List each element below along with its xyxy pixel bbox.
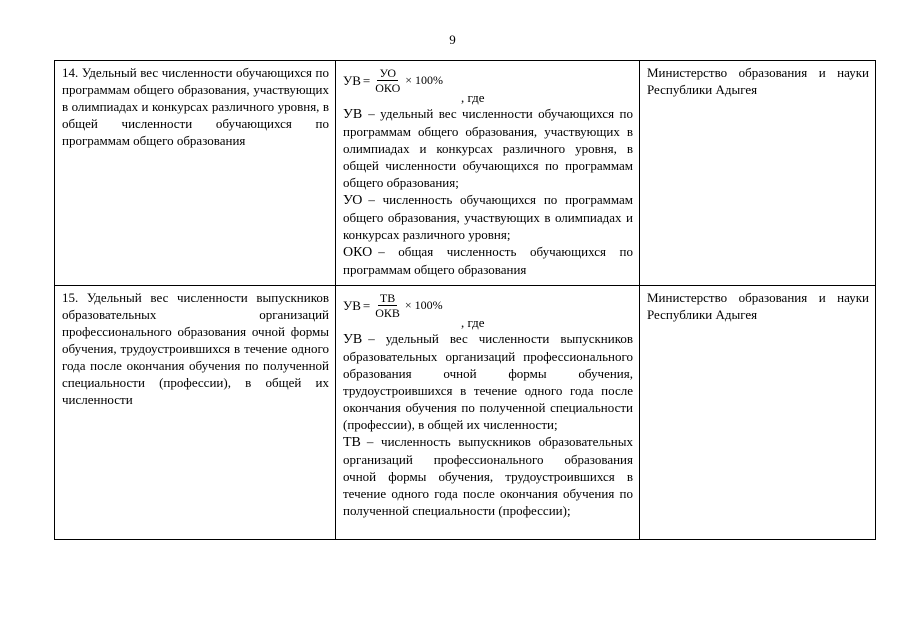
- indicator-cell: 14. Удельный вес численности обучающихся по программам общего образования, участвующих в олимпиадах и конкурсах различного уровня, в общей численности обучающихся по программам общего образования: [55, 61, 336, 286]
- definition-text: – численность обучающихся по программам общего образования, участвующих в олимпиадах и конкурсах различного уровня;: [343, 192, 633, 242]
- definition: [343, 433, 633, 519]
- page-number: 9: [449, 32, 456, 47]
- table-row: [55, 61, 876, 286]
- formula-lhs: УВ: [343, 72, 361, 88]
- responsible-cell: Министерство образования и науки Республики Адыгея: [640, 286, 876, 540]
- formula-denominator: ОКО: [375, 80, 401, 95]
- formula-equals: =: [362, 72, 371, 88]
- definition: [343, 105, 633, 191]
- formula-multiplier: × 100%: [404, 297, 443, 312]
- definition-text: – общая численность обучающихся по программам общего образования: [343, 244, 633, 277]
- definition-text: – численность выпускников образовательных организаций профессионального образования очной формы обучения, трудоустроившихся в течение одного года после окончания обучения по полученной специальности (профессии);: [343, 434, 633, 518]
- responsible-cell: Министерство образования и науки Республики Адыгея: [640, 61, 876, 286]
- formula-cell: [336, 61, 640, 286]
- formula-lhs: УВ: [343, 297, 361, 313]
- formula-fraction: [373, 67, 402, 94]
- formula-fraction: [373, 292, 402, 319]
- definition-text: – удельный вес численности обучающихся по программам общего образования, участвующих в олимпиадах и конкурсах различного уровня, в общей численности обучающихся по программам общего образования;: [343, 106, 633, 190]
- formula-suffix: , где: [461, 90, 485, 105]
- definition: [343, 243, 633, 278]
- definition: [343, 330, 633, 433]
- definition-symbol: УО: [343, 193, 363, 208]
- definition-symbol: УВ: [343, 332, 363, 347]
- definition-text: – удельный вес численности выпускников образовательных организаций профессионального образования очной формы обучения, трудоустроившихся в течение одного года после окончания обучения по полученной специальности (профессии), в общей их численности;: [343, 331, 633, 432]
- formula-multiplier: × 100%: [405, 72, 444, 87]
- table-row: [55, 286, 876, 540]
- definition-symbol: УВ: [343, 107, 363, 122]
- definition-symbol: ТВ: [343, 435, 361, 450]
- indicator-cell: 15. Удельный вес численности выпускников образовательных организаций профессионального образования очной формы обучения, трудоустроившихся в течение одного года после окончания обучения по полученной специальности (профессии), в общей их численности: [55, 286, 336, 540]
- formula-numerator: ТВ: [379, 290, 396, 305]
- definition-symbol: ОКО: [343, 245, 373, 260]
- formula-equals: =: [362, 297, 371, 313]
- formula-numerator: УО: [379, 65, 397, 80]
- indicators-table: [54, 60, 876, 540]
- formula-cell: [336, 286, 640, 540]
- definition: [343, 191, 633, 243]
- formula-denominator: ОКВ: [375, 305, 400, 320]
- formula-suffix: , где: [461, 315, 485, 330]
